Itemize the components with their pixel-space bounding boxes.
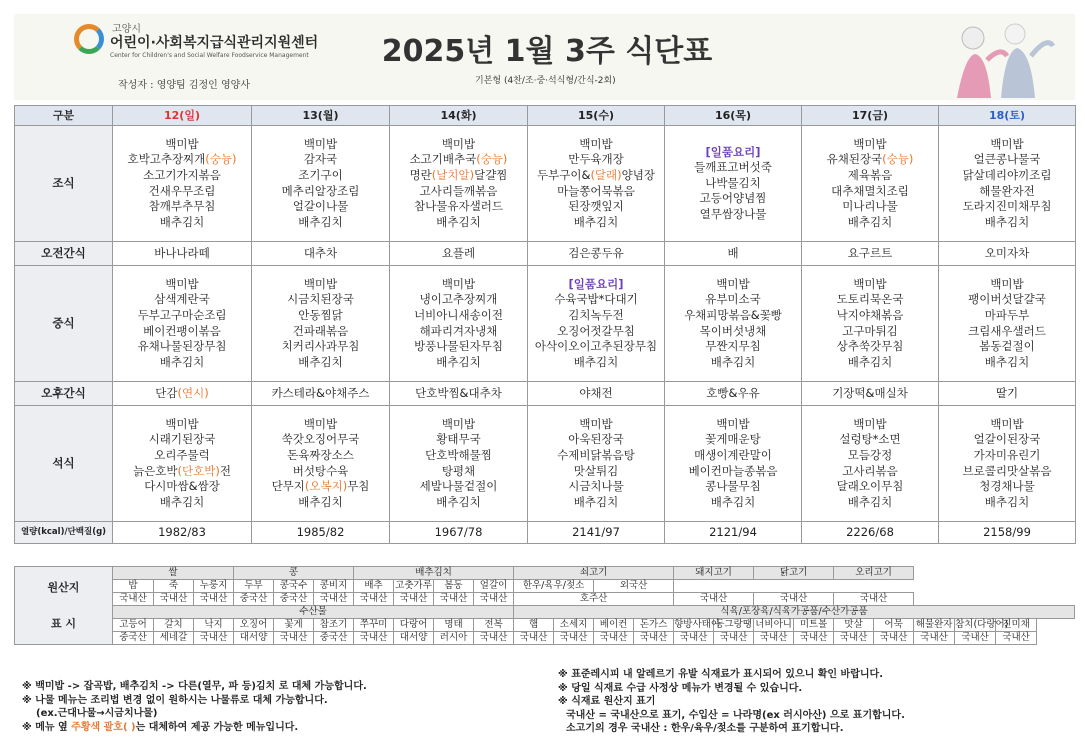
origin-cell: 고춧가루 [395, 580, 432, 591]
origin-cell: 중국산 [274, 593, 314, 606]
meal-label: 석식 [15, 406, 113, 522]
origin-cell: 돼지고기 [674, 567, 754, 580]
menu-cell: 백미밥 유부미소국 우채피망볶음&꽃빵 목이버섯냉채 무짠지무침 배추김치 [665, 266, 802, 382]
origin-cell: 국내산 [474, 593, 514, 606]
origin-cell: 얼갈이 [474, 580, 514, 593]
day-header: 14(화) [390, 106, 528, 126]
origin-cell: 국내산 [674, 593, 754, 606]
origin-cell: 중국산 [314, 632, 354, 645]
origin-row [15, 580, 1075, 593]
menu-cell: 백미밥 소고기배추국(숭늉) 명란(날치알)달걀찜 고사리들깨볶음 참나물유자샐러드 배추김치 [390, 126, 528, 242]
origin-cell: 국내산 [594, 632, 634, 645]
origin-cell: 다랑어 [394, 619, 434, 632]
note-right-5: 소고기의 경우 국내산 : 한우/육우/젖소를 구분하여 표기합니다. [566, 723, 844, 734]
note-left-1: ※ 백미밥 -> 잡곡밥, 배추김치 -> 다른(열무, 파 등)김치 로 대체 가능합니다. [22, 681, 367, 692]
origin-cell: 러시아 [434, 632, 474, 645]
org-name: 어린이·사회복지급식관리지원센터 [110, 35, 319, 51]
origin-cell: 밥 [113, 580, 154, 593]
origin-cell: 쇠고기 [514, 567, 674, 580]
menu-cell: 백미밥 도토리묵온국 낙지야채볶음 고구마튀김 상추쑥갓무침 배추김치 [802, 266, 939, 382]
menu-cell: 백미밥 얼갈이된장국 가자미유린기 브로콜리맛살볶음 청경채나물 배추김치 [939, 406, 1076, 522]
origin-cell: 배추김치 [354, 567, 514, 580]
menu-cell: 2121/94 [665, 522, 802, 544]
menu-cell: 2158/99 [939, 522, 1076, 544]
origin-cell: 국내산 [154, 593, 194, 606]
meal-label: 오전간식 [15, 242, 113, 266]
origin-cell: 호주산 [514, 593, 674, 606]
day-header: 15(수) [528, 106, 665, 126]
origin-row [15, 606, 1075, 619]
menu-cell: 백미밥 황태무국 단호박해물찜 탕평채 세발나물겉절이 배추김치 [390, 406, 528, 522]
origin-cell: 수산물 [113, 606, 514, 619]
origin-cell: 세네갈 [154, 632, 194, 645]
origin-cell: 한우/육우/젖소 [514, 580, 594, 593]
menu-cell: 백미밥 호박고추장찌개(숭늉) 소고기가지볶음 건새우무조림 참깨부추무침 배추김치 [113, 126, 252, 242]
origin-cell: 대서양 [234, 632, 274, 645]
menu-cell: 백미밥 만두육개장 두부구이&(달래)양념장 마늘쫑어묵볶음 된장깻잎지 배추김치 [528, 126, 665, 242]
menu-cell: 오미자차 [939, 242, 1076, 266]
note-left-2: ※ 나물 메뉴는 조리법 변경 없이 원하시는 나물류로 대체 가능합니다. [22, 694, 328, 706]
origin-cell: 꽃게 [274, 619, 314, 632]
notes-left [22, 680, 367, 734]
author: 작성자 : 영양팀 김정인 영양사 [118, 80, 251, 91]
menu-cell: 1982/83 [113, 522, 252, 544]
origin-cell: 미트볼 [794, 619, 834, 632]
origin-cell: 식육/포장육/식육가공품/수산가공품 [514, 606, 1075, 619]
meal-label: 조식 [15, 126, 113, 242]
origin-cell: 소세지 [554, 619, 594, 632]
page-subtitle: 기본형 (4찬/조·중·석식형/간식-2회) [475, 76, 616, 86]
origin-cell: 국내산 [194, 632, 234, 645]
origin-cell: 국내산 [754, 632, 794, 645]
origin-cell: 갈치 [154, 619, 194, 632]
origin-cell: 낙지 [194, 619, 234, 632]
origin-cell: 국내산 [634, 632, 674, 645]
origin-cell: 국내산 [474, 632, 514, 645]
origin-cell: 국내산 [354, 593, 394, 606]
menu-cell: 백미밥 감자국 조기구이 메추리알장조림 얼갈이나물 배추김치 [252, 126, 390, 242]
origin-cell: 국내산 [514, 632, 554, 645]
origin-cell: 배추 [354, 580, 394, 593]
meal-row [15, 522, 1076, 544]
origin-cell: 국내산 [834, 632, 874, 645]
menu-cell: 백미밥 설렁탕*소면 모듬강정 고사리볶음 달래오이무침 배추김치 [802, 406, 939, 522]
menu-cell: 카스테라&야채주스 [252, 382, 390, 406]
origin-cell: 어묵 [874, 619, 914, 632]
origin-cell: 국내산 [194, 593, 234, 606]
menu-cell: 백미밥 팽이버섯달걀국 마파두부 크림새우샐러드 봄동겉절이 배추김치 [939, 266, 1076, 382]
origin-cell: 해물완자 [914, 619, 955, 632]
day-header: 16(목) [665, 106, 802, 126]
menu-cell: 백미밥 쑥갓오징어무국 돈육짜장소스 버섯탕수육 단무지(오복지)무침 배추김치 [252, 406, 390, 522]
origin-cell: 국내산 [554, 632, 594, 645]
menu-cell: 단호박찜&대추차 [390, 382, 528, 406]
menu-cell: 2226/68 [802, 522, 939, 544]
origin-cell: 전복 [474, 619, 514, 632]
day-header: 18(토) [939, 106, 1076, 126]
origin-cell: 국내산 [354, 632, 394, 645]
meal-label: 중식 [15, 266, 113, 382]
meal-row [15, 406, 1076, 522]
note-right-3: ※ 식재료 원산지 표기 [558, 696, 656, 707]
origin-cell: 국내산 [434, 593, 474, 606]
origin-label: 원산지 표 시 [15, 567, 113, 645]
origin-cell: 봄동 [434, 580, 474, 593]
menu-cell: [일품요리] 수육국밥*다대기 김치녹두전 오징어젓갈무침 아삭이오이고추된장무침 배추김치 [528, 266, 665, 382]
origin-cell: 국내산 [714, 632, 754, 645]
origin-cell: 고등어 [113, 619, 154, 632]
origin-cell: 국내산 [955, 632, 996, 645]
origin-cell: 대서양 [394, 632, 434, 645]
elderly-couple-illustration-icon [935, 16, 1060, 98]
origin-cell: 동그랑땡 [715, 619, 752, 630]
day-header: 17(금) [802, 106, 939, 126]
menu-cell: 딸기 [939, 382, 1076, 406]
menu-cell: [일품요리] 들깨표고버섯죽 나박물김치 고등어양념찜 열무쌈장나물 [665, 126, 802, 242]
origin-cell: 국내산 [113, 593, 154, 606]
origin-cell: 두부 [234, 580, 274, 593]
day-header: 12(일) [113, 106, 252, 126]
origin-cell: 콩비지 [314, 580, 354, 593]
origin-cell: 오징어 [234, 619, 274, 632]
notes-right [558, 668, 905, 736]
menu-cell: 요구르트 [802, 242, 939, 266]
menu-cell: 1967/78 [390, 522, 528, 544]
menu-cell: 백미밥 아욱된장국 수제비닭볶음탕 맛살튀김 시금치나물 배추김치 [528, 406, 665, 522]
menu-cell: 백미밥 삼색계란국 두부고구마순조림 베이컨팽이볶음 유채나물된장무침 배추김치 [113, 266, 252, 382]
origin-cell: 향방사태이 [674, 619, 720, 630]
menu-cell: 백미밥 시래기된장국 오리주물럭 늙은호박(단호박)전 다시마쌈&쌈장 배추김치 [113, 406, 252, 522]
meal-row [15, 242, 1076, 266]
menu-cell: 요플레 [390, 242, 528, 266]
origin-cell: 중국산 [234, 593, 274, 606]
origin-cell: 오리고기 [834, 567, 914, 580]
origin-cell: 국내산 [274, 632, 314, 645]
corner-header: 구분 [15, 106, 113, 126]
menu-table [14, 105, 1076, 544]
center-logo-icon [74, 24, 104, 54]
note-right-4: 국내산 = 국내산으로 표기, 수입산 = 나라명(ex 러시아산) 으로 표기합니다. [566, 709, 905, 721]
origin-cell: 참조기 [314, 619, 354, 632]
note-left-3: (ex.근대나물→시금치나물) [36, 708, 158, 719]
origin-cell: 국내산 [914, 632, 955, 645]
origin-cell: 베이컨 [594, 619, 634, 632]
origin-cell: 돈가스 [634, 619, 674, 632]
meal-row [15, 266, 1076, 382]
menu-cell: 백미밥 유채된장국(숭늉) 제육볶음 대추채멸치조림 미나리나물 배추김치 [802, 126, 939, 242]
origin-cell: 쌀 [113, 567, 234, 580]
menu-cell: 기장떡&매실차 [802, 382, 939, 406]
origin-cell: 너비아니 [755, 619, 792, 630]
origin-cell: 진미채 [996, 619, 1037, 632]
origin-row [15, 567, 1075, 580]
menu-cell: 호빵&우유 [665, 382, 802, 406]
origin-cell: 닭고기 [754, 567, 834, 580]
origin-cell: 햄 [514, 619, 554, 632]
origin-cell: 콩 [234, 567, 354, 580]
origin-cell: 국내산 [674, 632, 714, 645]
origin-cell: 국내산 [874, 632, 914, 645]
origin-cell: 중국산 [113, 632, 154, 645]
menu-cell: 배 [665, 242, 802, 266]
meal-row [15, 382, 1076, 406]
menu-cell: 1985/82 [252, 522, 390, 544]
note-right-2: ※ 당일 식재료 수급 사정상 메뉴가 변경될 수 있습니다. [558, 682, 803, 694]
note-left-4: ※ 메뉴 옆 주황색 괄호( )는 대체하여 제공 가능한 메뉴입니다. [22, 721, 299, 733]
origin-cell: 참치(다랑어) [955, 619, 1009, 630]
origin-cell: 국내산 [314, 593, 354, 606]
origin-cell: 국내산 [834, 593, 914, 606]
origin-cell: 쭈꾸미 [354, 619, 394, 632]
org-city: 고양시 [112, 24, 141, 35]
menu-cell: 백미밥 냉이고추장찌개 너비아니새송이전 해파리겨자냉채 방풍나물된자무침 배추김치 [390, 266, 528, 382]
origin-cell: 국내산 [996, 632, 1037, 645]
menu-cell: 대추차 [252, 242, 390, 266]
origin-table [14, 566, 1075, 645]
org-name-en: Center for Children's and Social Welfare Foodservice Management [110, 52, 309, 59]
origin-cell: 콩국수 [274, 580, 314, 593]
origin-cell: 죽 [154, 580, 194, 593]
origin-cell: 국내산 [754, 593, 834, 606]
origin-row [15, 593, 1075, 606]
origin-row [15, 632, 1075, 645]
menu-cell: 바나나라떼 [113, 242, 252, 266]
origin-cell: 국내산 [394, 593, 434, 606]
page-title: 2025년 1월 3주 식단표 [381, 34, 713, 69]
day-header: 13(월) [252, 106, 390, 126]
origin-cell: 누룽지 [194, 580, 234, 593]
note-right-1: ※ 표준레시피 내 알레르기 유발 식재료가 표시되어 있으니 확인 바랍니다. [558, 669, 883, 680]
menu-cell: 백미밥 꽃게매운탕 매생이계란말이 베이컨마늘종볶음 콩나물무침 배추김치 [665, 406, 802, 522]
origin-cell: 외국산 [594, 580, 674, 593]
origin-row [15, 619, 1075, 632]
meal-label: 오후간식 [15, 382, 113, 406]
menu-cell: 검은콩두유 [528, 242, 665, 266]
origin-cell: 맛살 [834, 619, 874, 632]
meal-row [15, 126, 1076, 242]
origin-cell: 명태 [434, 619, 474, 632]
origin-cell: 국내산 [794, 632, 834, 645]
menu-cell: 2141/97 [528, 522, 665, 544]
meal-label: 열량(kcal)/단백질(g) [15, 522, 113, 544]
menu-cell: 백미밥 얼큰콩나물국 닭살데리야끼조림 해물완자전 도라지진미채무침 배추김치 [939, 126, 1076, 242]
menu-cell: 단감(연시) [113, 382, 252, 406]
menu-cell: 백미밥 시금치된장국 안동찜닭 건파래볶음 치커리사과무침 배추김치 [252, 266, 390, 382]
menu-cell: 야채전 [528, 382, 665, 406]
